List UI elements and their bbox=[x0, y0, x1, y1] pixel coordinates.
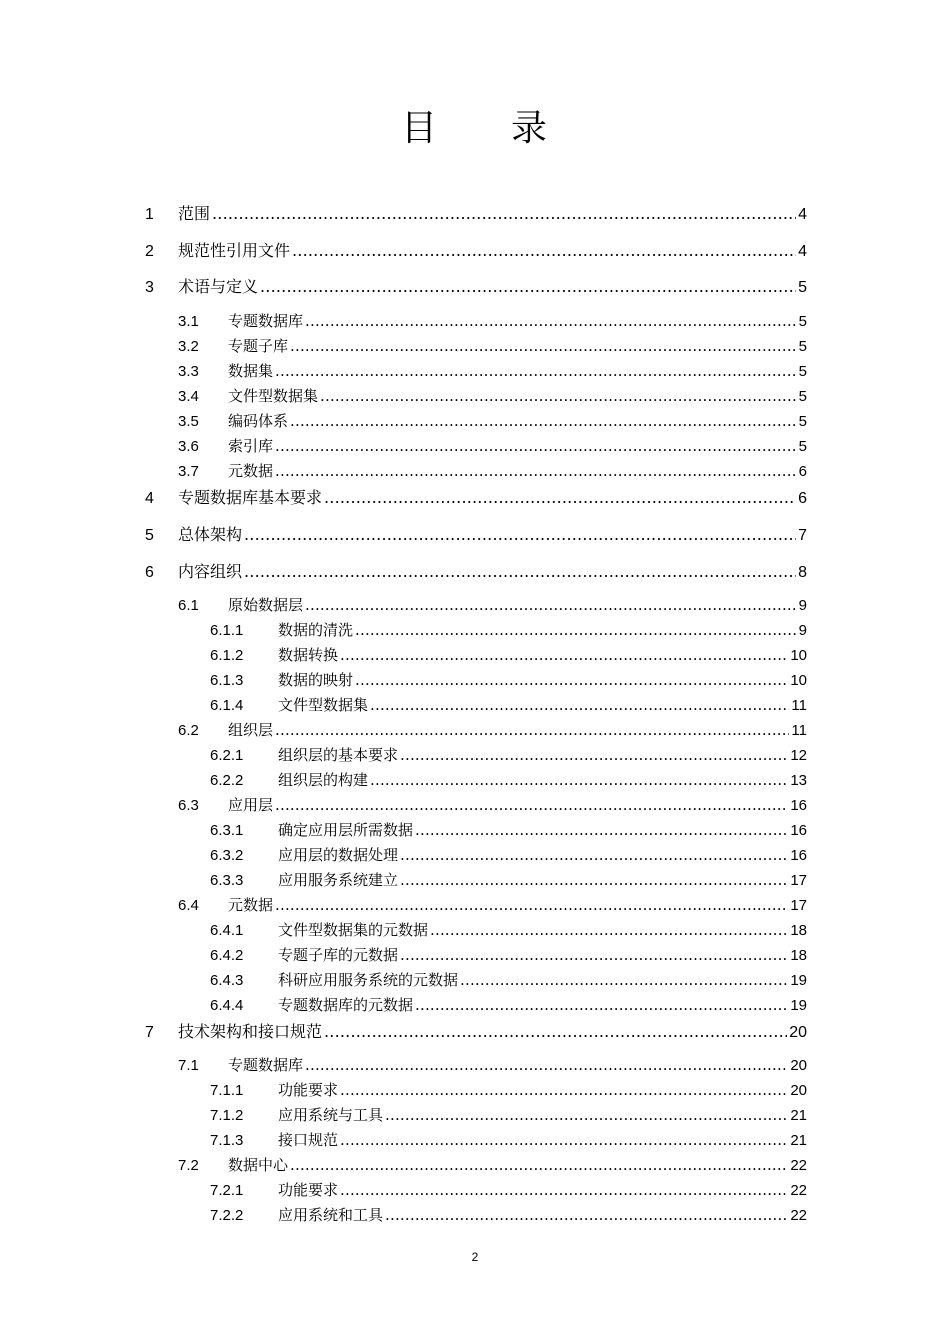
toc-entry-page: 21 bbox=[790, 1132, 807, 1149]
toc-entry-title: 应用系统与工具 bbox=[278, 1106, 384, 1124]
toc-entry-number: 6.1 bbox=[178, 597, 199, 614]
toc-entry-page: 22 bbox=[790, 1157, 807, 1174]
toc-entry-title: 文件型数据集 bbox=[278, 696, 369, 714]
toc-entry-6-1-3[interactable] bbox=[210, 669, 807, 690]
toc-entry-title: 文件型数据集的元数据 bbox=[278, 921, 429, 939]
toc-entry-number: 7.2 bbox=[178, 1157, 199, 1174]
toc-dot-leader bbox=[400, 871, 788, 889]
toc-entry-6[interactable] bbox=[145, 559, 807, 582]
toc-entry-page: 8 bbox=[798, 564, 807, 581]
toc-entry-3[interactable] bbox=[145, 274, 807, 297]
toc-entry-title: 应用系统和工具 bbox=[278, 1206, 384, 1224]
toc-entry-number: 7.1.3 bbox=[210, 1132, 244, 1149]
toc-dot-leader bbox=[244, 562, 796, 581]
toc-entry-3-5[interactable] bbox=[178, 410, 807, 431]
toc-dot-leader bbox=[212, 204, 796, 223]
toc-entry-title: 术语与定义 bbox=[178, 277, 259, 296]
toc-entry-number: 3.1 bbox=[178, 313, 199, 330]
toc-entry-6-3-1[interactable] bbox=[210, 819, 807, 840]
toc-entry-page: 21 bbox=[790, 1107, 807, 1124]
toc-entry-6-2-2[interactable] bbox=[210, 769, 807, 790]
toc-entry-page: 10 bbox=[790, 672, 807, 689]
toc-dot-leader bbox=[305, 1056, 788, 1074]
toc-entry-6-2-1[interactable] bbox=[210, 744, 807, 765]
toc-dot-leader bbox=[340, 1131, 788, 1149]
toc-entry-7-2[interactable] bbox=[178, 1154, 807, 1175]
toc-entry-6-4-1[interactable] bbox=[210, 919, 807, 940]
toc-entry-3-3[interactable] bbox=[178, 360, 807, 381]
toc-entry-page: 4 bbox=[798, 206, 807, 223]
toc-entry-number: 3.7 bbox=[178, 463, 199, 480]
toc-dot-leader bbox=[275, 896, 788, 914]
toc-entry-page: 9 bbox=[798, 597, 807, 614]
toc-entry-page: 10 bbox=[790, 647, 807, 664]
toc-entry-7-2-1[interactable] bbox=[210, 1179, 807, 1200]
toc-entry-3-1[interactable] bbox=[178, 310, 807, 331]
toc-entry-title: 数据的清洗 bbox=[278, 621, 354, 639]
toc-dot-leader bbox=[400, 746, 788, 764]
toc-dot-leader bbox=[275, 362, 797, 380]
toc-entry-number: 6.4.4 bbox=[210, 997, 244, 1014]
toc-entry-title: 组织层 bbox=[228, 721, 274, 739]
toc-entry-number: 4 bbox=[145, 490, 154, 507]
toc-entry-number: 6.4.1 bbox=[210, 922, 244, 939]
toc-entry-number: 6 bbox=[145, 564, 154, 581]
toc-entry-number: 7.2.2 bbox=[210, 1207, 244, 1224]
toc-dot-leader bbox=[260, 277, 796, 296]
toc-dot-leader bbox=[355, 621, 797, 639]
toc-title bbox=[0, 100, 950, 151]
toc-entry-page: 6 bbox=[798, 490, 807, 507]
toc-entry-6-3-3[interactable] bbox=[210, 869, 807, 890]
toc-entry-number: 7.1.2 bbox=[210, 1107, 244, 1124]
toc-entry-page: 22 bbox=[790, 1207, 807, 1224]
toc-dot-leader bbox=[400, 846, 788, 864]
toc-entry-number: 6.4.3 bbox=[210, 972, 244, 989]
toc-entry-page: 5 bbox=[798, 279, 807, 296]
toc-entry-title: 专题数据库的元数据 bbox=[278, 996, 414, 1014]
toc-dot-leader bbox=[340, 646, 788, 664]
toc-entry-title: 原始数据层 bbox=[228, 596, 304, 614]
toc-entry-number: 6.4 bbox=[178, 897, 199, 914]
toc-entry-page: 19 bbox=[790, 972, 807, 989]
toc-entry-7-2-2[interactable] bbox=[210, 1204, 807, 1225]
toc-dot-leader bbox=[460, 971, 788, 989]
toc-entry-title: 数据集 bbox=[228, 362, 274, 380]
toc-entry-number: 6.1.4 bbox=[210, 697, 244, 714]
toc-entry-3-2[interactable] bbox=[178, 335, 807, 356]
toc-entry-page: 5 bbox=[798, 313, 807, 330]
toc-entry-title: 应用层的数据处理 bbox=[278, 846, 399, 864]
toc-entry-title: 专题子库 bbox=[228, 337, 289, 355]
toc-entry-4[interactable] bbox=[145, 485, 807, 508]
toc-entry-page: 12 bbox=[790, 747, 807, 764]
toc-entry-title: 数据的映射 bbox=[278, 671, 354, 689]
toc-entry-6-4-2[interactable] bbox=[210, 944, 807, 965]
toc-dot-leader bbox=[400, 946, 788, 964]
toc-entry-page: 5 bbox=[798, 388, 807, 405]
toc-dot-leader bbox=[275, 721, 789, 739]
toc-entry-page: 9 bbox=[798, 622, 807, 639]
toc-entry-page: 16 bbox=[790, 797, 807, 814]
toc-entry-number: 6.3 bbox=[178, 797, 199, 814]
toc-entry-title: 技术架构和接口规范 bbox=[178, 1022, 323, 1041]
toc-dot-leader bbox=[275, 462, 797, 480]
toc-entry-title: 编码体系 bbox=[228, 412, 289, 430]
toc-entry-5[interactable] bbox=[145, 522, 807, 545]
toc-entry-page: 4 bbox=[798, 243, 807, 260]
toc-entry-6-4-3[interactable] bbox=[210, 969, 807, 990]
toc-entry-page: 7 bbox=[798, 527, 807, 544]
toc-entry-page: 20 bbox=[790, 1082, 807, 1099]
toc-entry-6-1[interactable] bbox=[178, 594, 807, 615]
toc-entry-title: 专题数据库 bbox=[228, 312, 304, 330]
toc-entry-title: 应用层 bbox=[228, 796, 274, 814]
toc-entry-6-1-1[interactable] bbox=[210, 619, 807, 640]
toc-dot-leader bbox=[290, 1156, 788, 1174]
toc-entry-number: 5 bbox=[145, 527, 154, 544]
toc-entry-number: 6.2 bbox=[178, 722, 199, 739]
toc-entry-page: 22 bbox=[790, 1182, 807, 1199]
toc-entry-number: 6.3.1 bbox=[210, 822, 244, 839]
toc-entry-number: 3 bbox=[145, 279, 154, 296]
toc-entry-title: 数据中心 bbox=[228, 1156, 289, 1174]
toc-dot-leader bbox=[415, 996, 788, 1014]
toc-entry-6-4-4[interactable] bbox=[210, 994, 807, 1015]
toc-dot-leader bbox=[320, 387, 797, 405]
toc-entry-3-4[interactable] bbox=[178, 385, 807, 406]
toc-entry-number: 6.4.2 bbox=[210, 947, 244, 964]
toc-entry-title: 功能要求 bbox=[278, 1081, 339, 1099]
toc-entry-3-7[interactable] bbox=[178, 460, 807, 481]
toc-entry-title: 组织层的构建 bbox=[278, 771, 369, 789]
toc-entry-7-1[interactable] bbox=[178, 1054, 807, 1075]
toc-entry-1[interactable] bbox=[145, 201, 807, 224]
toc-entry-page: 16 bbox=[790, 822, 807, 839]
toc-entry-page: 5 bbox=[798, 413, 807, 430]
toc-entry-number: 3.5 bbox=[178, 413, 199, 430]
toc-entry-title: 组织层的基本要求 bbox=[278, 746, 399, 764]
toc-entry-title: 总体架构 bbox=[178, 525, 243, 544]
toc-entry-number: 6.3.3 bbox=[210, 872, 244, 889]
toc-dot-leader bbox=[430, 921, 788, 939]
toc-entry-page: 17 bbox=[790, 872, 807, 889]
toc-entry-page: 11 bbox=[791, 722, 807, 739]
toc-entry-number: 3.4 bbox=[178, 388, 199, 405]
toc-entry-number: 3.2 bbox=[178, 338, 199, 355]
toc-dot-leader bbox=[385, 1106, 788, 1124]
toc-entry-2[interactable] bbox=[145, 238, 807, 261]
toc-entry-page: 5 bbox=[798, 438, 807, 455]
toc-entry-7[interactable] bbox=[145, 1019, 807, 1042]
toc-entry-6-1-2[interactable] bbox=[210, 644, 807, 665]
toc-entry-title: 规范性引用文件 bbox=[178, 241, 291, 260]
toc-dot-leader bbox=[324, 488, 796, 507]
toc-dot-leader bbox=[290, 412, 797, 430]
toc-entry-7-1-1[interactable] bbox=[210, 1079, 807, 1100]
toc-entry-title: 专题数据库基本要求 bbox=[178, 488, 323, 507]
toc-entry-number: 7 bbox=[145, 1024, 154, 1041]
toc-entry-title: 接口规范 bbox=[278, 1131, 339, 1149]
toc-entry-number: 6.3.2 bbox=[210, 847, 244, 864]
toc-entry-number: 6.2.2 bbox=[210, 772, 244, 789]
toc-entry-number: 7.1 bbox=[178, 1057, 199, 1074]
toc-entry-title: 索引库 bbox=[228, 437, 274, 455]
toc-entry-6-4[interactable] bbox=[178, 894, 807, 915]
toc-dot-leader bbox=[305, 596, 797, 614]
toc-entry-page: 20 bbox=[790, 1057, 807, 1074]
toc-entry-title: 专题数据库 bbox=[228, 1056, 304, 1074]
toc-entry-title: 确定应用层所需数据 bbox=[278, 821, 414, 839]
toc-entry-page: 20 bbox=[789, 1024, 807, 1041]
toc-entry-title: 应用服务系统建立 bbox=[278, 871, 399, 889]
toc-dot-leader bbox=[290, 337, 797, 355]
toc-entry-page: 5 bbox=[798, 363, 807, 380]
toc-dot-leader bbox=[275, 437, 797, 455]
toc-entry-page: 13 bbox=[790, 772, 807, 789]
toc-dot-leader bbox=[292, 241, 796, 260]
toc-dot-leader bbox=[244, 525, 796, 544]
toc-entry-number: 6.2.1 bbox=[210, 747, 244, 764]
toc-entry-number: 6.1.3 bbox=[210, 672, 244, 689]
toc-entry-6-3-2[interactable] bbox=[210, 844, 807, 865]
toc-dot-leader bbox=[355, 671, 788, 689]
toc-entry-page: 19 bbox=[790, 997, 807, 1014]
toc-entry-page: 17 bbox=[790, 897, 807, 914]
toc-entry-title: 内容组织 bbox=[178, 562, 243, 581]
toc-entry-number: 6.1.2 bbox=[210, 647, 244, 664]
toc-entry-title: 数据转换 bbox=[278, 646, 339, 664]
toc-entry-title: 范围 bbox=[178, 204, 211, 223]
toc-entry-6-2[interactable] bbox=[178, 719, 807, 740]
toc-entry-number: 7.2.1 bbox=[210, 1182, 244, 1199]
toc-entry-number: 7.1.1 bbox=[210, 1082, 244, 1099]
toc-entry-number: 6.1.1 bbox=[210, 622, 244, 639]
toc-dot-leader bbox=[275, 796, 788, 814]
toc-entry-7-1-2[interactable] bbox=[210, 1104, 807, 1125]
toc-dot-leader bbox=[415, 821, 788, 839]
toc-entry-page: 6 bbox=[798, 463, 807, 480]
toc-title-char-1: 目 bbox=[400, 108, 439, 149]
toc-entry-page: 5 bbox=[798, 338, 807, 355]
toc-entry-number: 1 bbox=[145, 206, 154, 223]
page-number: 2 bbox=[471, 1250, 479, 1264]
toc-entry-title: 科研应用服务系统的元数据 bbox=[278, 971, 459, 989]
toc-dot-leader bbox=[305, 312, 797, 330]
toc-entry-6-1-4[interactable] bbox=[210, 694, 807, 715]
toc-entry-number: 3.6 bbox=[178, 438, 199, 455]
toc-entry-page: 11 bbox=[791, 697, 807, 714]
toc-entry-title: 功能要求 bbox=[278, 1181, 339, 1199]
toc-dot-leader bbox=[324, 1022, 787, 1041]
toc-entry-7-1-3[interactable] bbox=[210, 1129, 807, 1150]
toc-entry-title: 元数据 bbox=[228, 462, 274, 480]
toc-title-char-2: 录 bbox=[511, 108, 550, 149]
toc-dot-leader bbox=[370, 771, 788, 789]
toc-dot-leader bbox=[370, 696, 789, 714]
toc-entry-page: 18 bbox=[790, 947, 807, 964]
toc-dot-leader bbox=[385, 1206, 788, 1224]
toc-entry-page: 16 bbox=[790, 847, 807, 864]
toc-entry-number: 3.3 bbox=[178, 363, 199, 380]
toc-dot-leader bbox=[340, 1181, 788, 1199]
toc-entry-6-3[interactable] bbox=[178, 794, 807, 815]
toc-entry-title: 元数据 bbox=[228, 896, 274, 914]
toc-entry-title: 专题子库的元数据 bbox=[278, 946, 399, 964]
toc-entry-title: 文件型数据集 bbox=[228, 387, 319, 405]
toc-entry-page: 18 bbox=[790, 922, 807, 939]
toc-entry-3-6[interactable] bbox=[178, 435, 807, 456]
toc-entry-number: 2 bbox=[145, 243, 154, 260]
toc-dot-leader bbox=[340, 1081, 788, 1099]
